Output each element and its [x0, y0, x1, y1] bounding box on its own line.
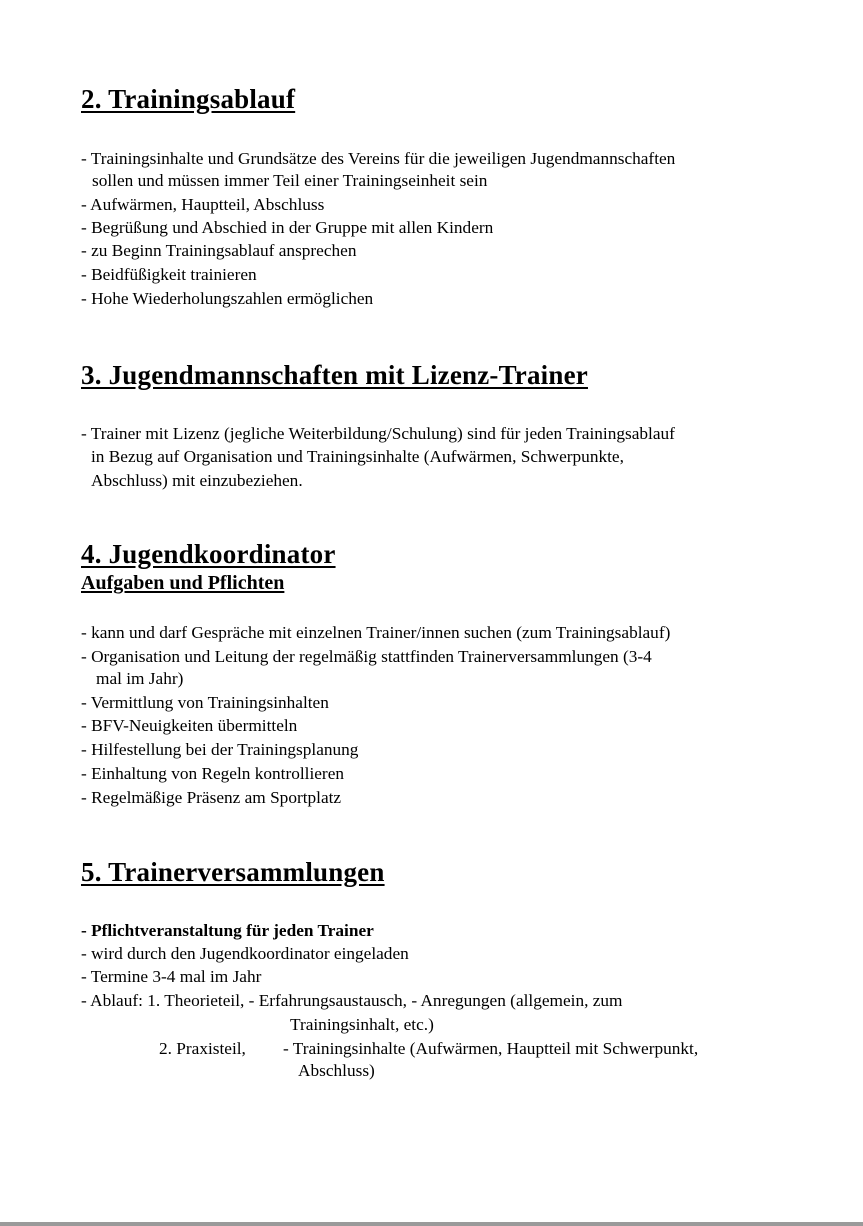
section-4-subheading: Aufgaben und Pflichten: [81, 572, 285, 594]
section-3-line: - Trainer mit Lizenz (jegliche Weiterbildung/Schulung) sind für jeden Trainingsablauf: [81, 424, 675, 443]
section-4-heading: 4. Jugendkoordinator: [81, 539, 336, 569]
section-4-line: - Regelmäßige Präsenz am Sportplatz: [81, 788, 342, 807]
section-3-heading: 3. Jugendmannschaften mit Lizenz-Trainer: [81, 360, 588, 390]
section-2-line: - Aufwärmen, Hauptteil, Abschluss: [81, 195, 325, 214]
page-bottom-border: [0, 1222, 863, 1226]
section-2-line: - zu Beginn Trainingsablauf ansprechen: [81, 241, 357, 260]
section-2-line: - Beidfüßigkeit trainieren: [81, 265, 257, 284]
section-4-line: - Einhaltung von Regeln kontrollieren: [81, 764, 344, 783]
section-4-line: - kann und darf Gespräche mit einzelnen Trainer/innen suchen (zum Trainingsablauf): [81, 623, 671, 642]
section-5-heading: 5. Trainerversammlungen: [81, 857, 385, 887]
section-5-line: - Pflichtveranstaltung für jeden Trainer: [81, 921, 374, 940]
section-5-line: - Termine 3-4 mal im Jahr: [81, 967, 262, 986]
section-5-line: - Ablauf: 1. Theorieteil, - Erfahrungsaustausch, - Anregungen (allgemein, zum: [81, 991, 623, 1010]
section-4-line: mal im Jahr): [96, 669, 184, 688]
section-5-line: 2. Praxisteil,: [159, 1039, 246, 1058]
section-4-line: - Hilfestellung bei der Trainingsplanung: [81, 740, 359, 759]
section-5-line: - Trainingsinhalte (Aufwärmen, Hauptteil mit Schwerpunkt,: [283, 1039, 699, 1058]
section-2-line: - Begrüßung und Abschied in der Gruppe mit allen Kindern: [81, 218, 494, 237]
section-2-line: - Hohe Wiederholungszahlen ermöglichen: [81, 289, 374, 308]
section-4-line: - Organisation und Leitung der regelmäßig stattfinden Trainerversammlungen (3-4: [81, 647, 652, 666]
section-3-line: Abschluss) mit einzubeziehen.: [91, 471, 303, 490]
section-2-heading: 2. Trainingsablauf: [81, 84, 296, 114]
section-4-line: - Vermittlung von Trainingsinhalten: [81, 693, 329, 712]
section-2-line: sollen und müssen immer Teil einer Trainingseinheit sein: [92, 171, 488, 190]
section-3-line: in Bezug auf Organisation und Trainingsinhalte (Aufwärmen, Schwerpunkte,: [91, 447, 624, 466]
section-5-line: Trainingsinhalt, etc.): [290, 1015, 434, 1034]
section-5-line: Abschluss): [298, 1061, 375, 1080]
section-4-line: - BFV-Neuigkeiten übermitteln: [81, 716, 298, 735]
section-5-line: - wird durch den Jugendkoordinator eingeladen: [81, 944, 409, 963]
section-2-line: - Trainingsinhalte und Grundsätze des Vereins für die jeweiligen Jugendmannschaften: [81, 149, 676, 168]
